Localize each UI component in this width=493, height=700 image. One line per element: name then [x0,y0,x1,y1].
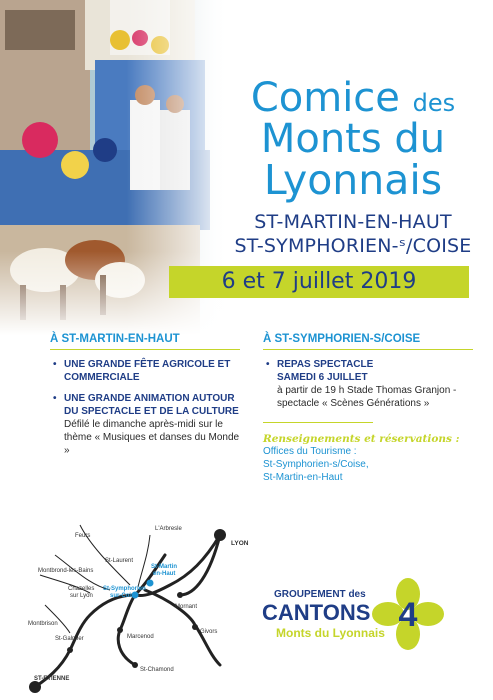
logo-number: 4 [398,596,418,634]
town-line-2: ST-SYMPHORIEN-ˢ/COISE [234,235,472,258]
logo-line-2: CANTONS [262,600,371,625]
right-heading: À ST-SYMPHORIEN-S/COISE [263,333,473,350]
list-item [50,392,240,457]
region-map [20,515,260,695]
info-line-3: St-Martin-en-Haut [263,472,343,483]
info-line-2: St-Symphorien-s/Coise, [263,459,369,470]
list-item [263,358,473,410]
map-label-mornant: Mornant [175,604,198,610]
item-title: • UNE GRANDE ANIMATION AUTOUR DU SPECTACLE ET DE LA CULTURE [64,393,239,417]
map-label-larbresle: L'Arbresle [155,526,182,532]
map-label-chazelles: Chazelles [68,586,95,592]
map-label-stetienne: ST-ETIENNE [34,676,70,682]
title-line-3: Lyonnais [263,155,443,204]
event-dates: 6 et 7 juillet 2019 [169,266,469,298]
item-text: à partir de 19 h Stade Thomas Granjon - spectacle « Scènes Générations » [277,385,457,409]
left-heading: À ST-MARTIN-EN-HAUT [50,333,240,350]
item-title: • UNE GRANDE FÊTE AGRICOLE ET COMMERCIALE [64,359,231,383]
left-column [50,333,240,465]
cantons-logo [262,578,442,668]
map-label-stsymphorien-2: sur-Coise [110,593,138,599]
map-label-chazelles-2: sur Lyon [70,593,93,599]
info-heading: Renseignements et réservations : [263,433,460,445]
logo-line-3: Monts du Lyonnais [276,626,385,640]
map-label-stlaurent: St-Laurent [105,558,134,564]
map-label-montbrond: Montbrond-les-Bains [38,568,94,574]
divider [263,422,373,423]
title-word-comice: Comice [250,75,400,121]
info-line-1: Offices du Tourisme : [263,446,357,457]
map-label-marcenod: Marcenod [127,634,154,640]
title-word-monts: Monts [260,115,382,162]
item-text: Défilé le dimanche après-midi sur le thème « Musiques et danses du Monde » [64,419,240,456]
map-label-stgalmier: St-Galmier [55,636,84,642]
map-label-stchamond: St-Chamond [140,667,174,673]
map-label-feurs: Feurs [75,533,91,539]
logo-line-1: GROUPEMENT des [274,589,366,600]
title-block [222,75,484,259]
map-label-stmartin: St-Martin [151,564,177,570]
title-word-des: des [412,89,456,117]
right-column [263,333,473,484]
title-line-2 [222,115,484,162]
map-label-givors: Givors [200,629,218,635]
town-line-1: ST-MARTIN-EN-HAUT [254,211,452,234]
title-word-du: du [394,115,446,162]
map-label-montbrison: Montbrison [28,621,58,627]
title-line-1 [222,75,484,121]
map-label-stmartin-2: en-Haut [153,571,176,577]
item-title: • REPAS SPECTACLE [277,359,374,370]
list-item [50,358,240,384]
map-label-lyon: LYON [231,540,249,547]
town-names [222,211,484,259]
item-date: SAMEDI 6 JUILLET [277,372,368,383]
map-label-stsymphorien: St-Symphorien [103,586,146,592]
